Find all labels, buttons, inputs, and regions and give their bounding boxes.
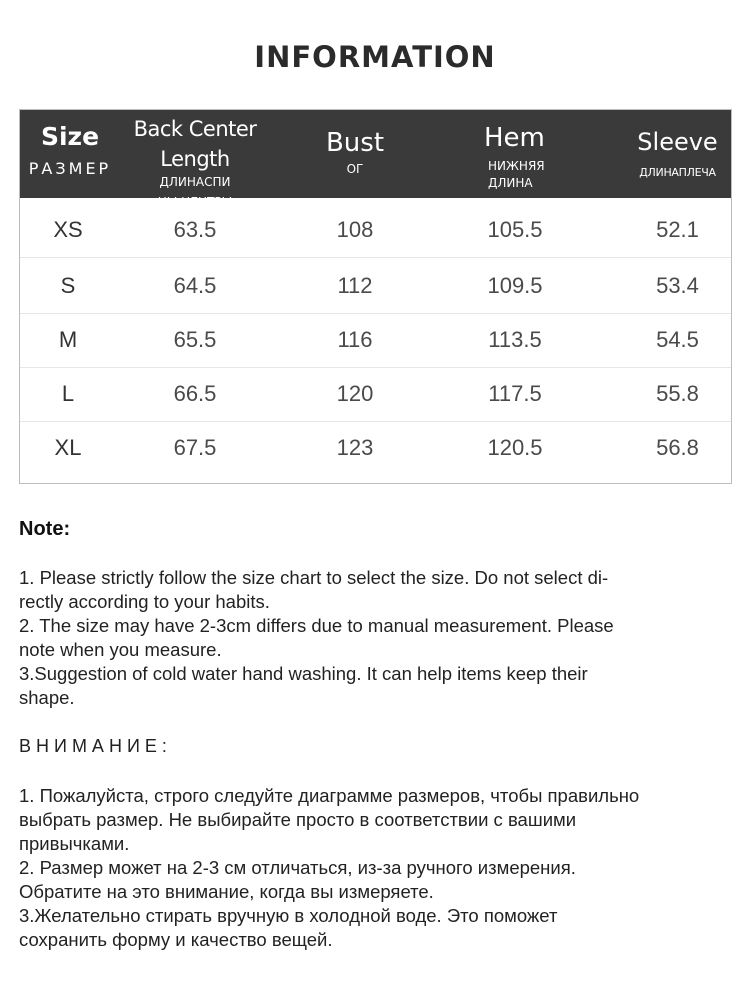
cell-back-length: 65.5 bbox=[173, 327, 217, 352]
header-hem bbox=[460, 110, 570, 198]
cell-bust: 116 bbox=[337, 327, 373, 352]
header-back-label-line2: Length bbox=[160, 147, 230, 171]
russian-note-line: сохранить форму и качество вещей. bbox=[19, 929, 333, 950]
cell-size: XS bbox=[53, 217, 83, 242]
table-header bbox=[20, 110, 731, 210]
note-line: shape. bbox=[19, 687, 75, 708]
note-line: 1. Please strictly follow the size chart to select the size. Do not select di- bbox=[19, 567, 609, 588]
table-row bbox=[20, 312, 731, 368]
cell-size: S bbox=[60, 273, 76, 298]
header-hem-label: Hem bbox=[484, 123, 545, 153]
header-back-label-line1: Back Center bbox=[133, 117, 257, 141]
cell-sleeve: 56.8 bbox=[656, 435, 699, 460]
cell-bust: 120 bbox=[336, 381, 374, 406]
header-bust-sublabel: ОГ bbox=[346, 162, 364, 176]
russian-note-heading: ВНИМАНИЕ: bbox=[19, 736, 172, 756]
cell-hem: 105.5 bbox=[487, 217, 543, 242]
cell-size: M bbox=[58, 327, 78, 352]
header-bust-label: Bust bbox=[325, 128, 385, 158]
cell-bust: 123 bbox=[336, 435, 374, 460]
header-sleeve bbox=[620, 110, 735, 198]
table-row bbox=[20, 420, 731, 476]
cell-back-length: 66.5 bbox=[173, 381, 217, 406]
cell-sleeve: 54.5 bbox=[656, 327, 699, 352]
russian-note-line: 3.Желательно стирать вручную в холодной воде. Это поможет bbox=[19, 905, 558, 926]
header-bust bbox=[290, 110, 420, 198]
cell-size: L bbox=[61, 381, 75, 406]
header-back-sublabel-line2: НЫ ЦЕНТРЫ bbox=[157, 195, 233, 210]
note-line: rectly according to your habits. bbox=[19, 591, 270, 612]
note-line: note when you measure. bbox=[19, 639, 222, 660]
header-back-length bbox=[130, 110, 260, 210]
cell-hem: 117.5 bbox=[488, 381, 542, 406]
header-hem-sublabel-line2: ДЛИНА bbox=[488, 176, 533, 191]
header-size bbox=[20, 110, 120, 198]
note-line: 3.Suggestion of cold water hand washing. It can help items keep their bbox=[19, 663, 588, 684]
table-row bbox=[20, 258, 731, 314]
russian-note-line: 2. Размер может на 2-3 см отличаться, из-за ручного измерения. bbox=[19, 857, 576, 878]
header-size-sublabel: РАЗМЕР bbox=[28, 159, 112, 178]
cell-sleeve: 53.4 bbox=[656, 273, 699, 298]
cell-bust: 112 bbox=[337, 273, 373, 298]
cell-back-length: 64.5 bbox=[173, 273, 217, 298]
russian-note-body bbox=[19, 784, 734, 952]
note-heading: Note: bbox=[19, 518, 71, 540]
header-sleeve-sublabel: ДЛИНАПЛЕЧА bbox=[639, 166, 716, 179]
size-chart-table bbox=[19, 109, 732, 484]
cell-back-length: 67.5 bbox=[173, 435, 217, 460]
header-sleeve-label: Sleeve bbox=[637, 128, 718, 156]
cell-hem: 113.5 bbox=[488, 327, 542, 352]
russian-note-line: выбрать размер. Не выбирайте просто в соответствии с вашими bbox=[19, 809, 577, 830]
russian-note-line: 1. Пожалуйста, строго следуйте диаграмме размеров, чтобы правильно bbox=[19, 785, 640, 806]
cell-hem: 120.5 bbox=[487, 435, 543, 460]
russian-note-line: привычками. bbox=[19, 833, 130, 854]
note-line: 2. The size may have 2-3cm differs due to manual measurement. Please bbox=[19, 615, 614, 636]
header-hem-sublabel-line1: НИЖНЯЯ bbox=[488, 159, 545, 173]
table-row bbox=[20, 366, 731, 422]
page-title: INFORMATION bbox=[254, 40, 496, 74]
cell-bust: 108 bbox=[336, 217, 374, 242]
note-body bbox=[19, 566, 719, 710]
cell-sleeve: 55.8 bbox=[656, 381, 699, 406]
russian-note-line: Обратите на это внимание, когда вы измеряете. bbox=[19, 881, 434, 902]
cell-size: XL bbox=[54, 435, 82, 460]
cell-back-length: 63.5 bbox=[173, 217, 217, 242]
header-size-label: Size bbox=[40, 122, 100, 151]
cell-hem: 109.5 bbox=[487, 273, 543, 298]
header-back-sublabel-line1: ДЛИНАСПИ bbox=[159, 175, 231, 189]
table-row bbox=[20, 202, 731, 258]
cell-sleeve: 52.1 bbox=[656, 217, 699, 242]
